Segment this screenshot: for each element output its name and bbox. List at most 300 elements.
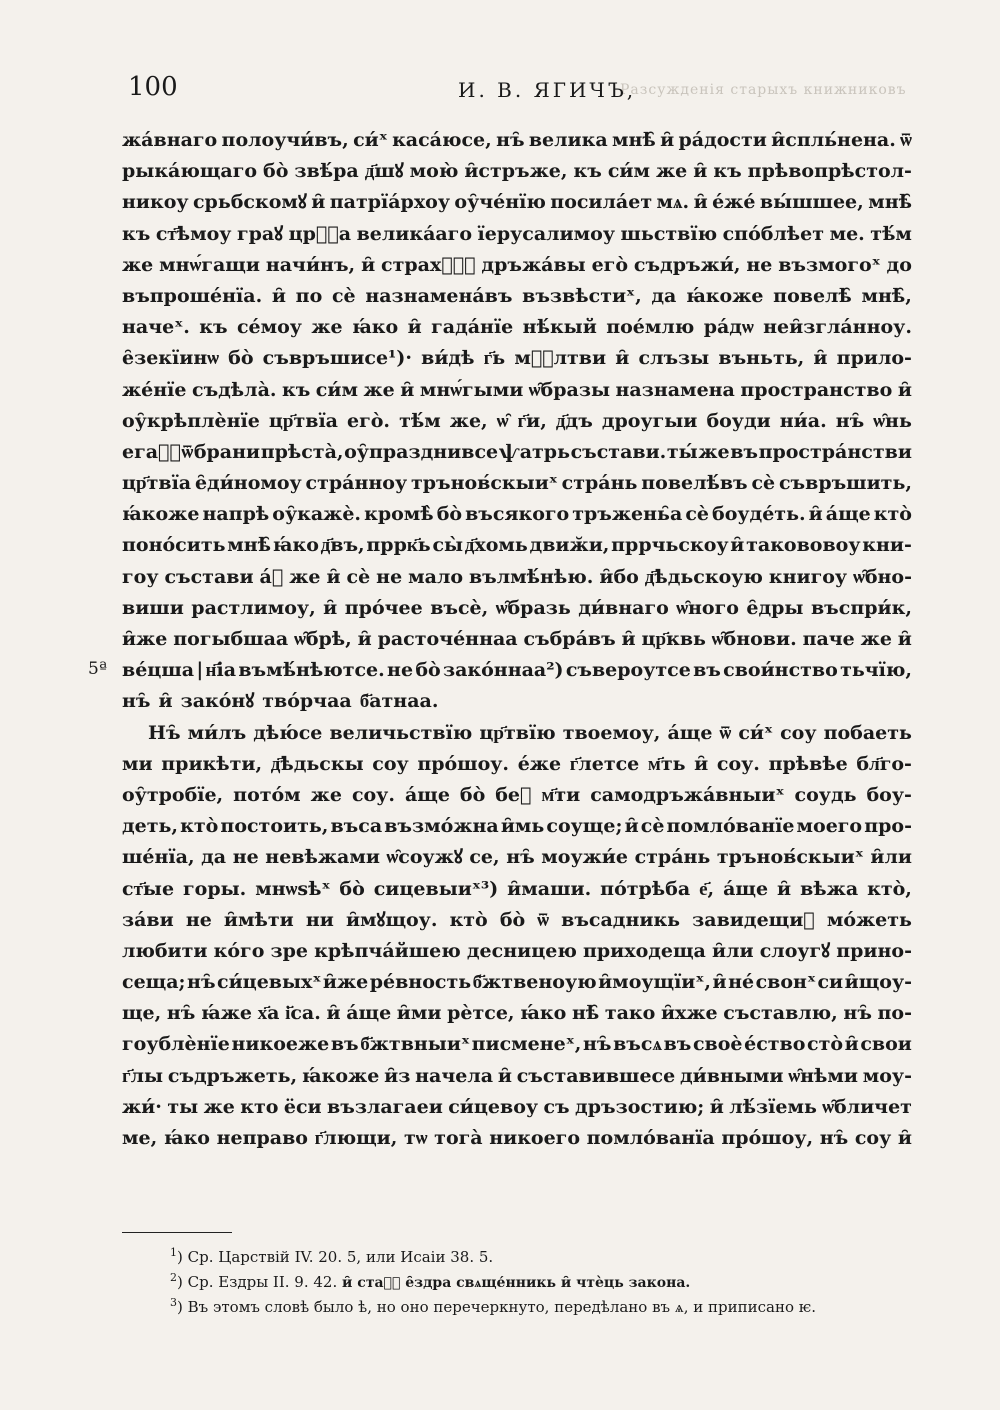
word: поно́сить [122,534,226,557]
word: и̑ [660,129,675,151]
word: г҃летсе [569,752,640,775]
word: ст҃ые [122,877,175,900]
word: ѡ̑брѣ, [294,628,352,650]
word: д҃ѣдьскоую [644,565,763,588]
word: Нъ̑ [148,721,181,744]
word: възлагаеи [327,1095,443,1118]
word: писменеˣ, [471,1033,582,1056]
word: соу. [716,752,760,775]
word: кто̀ [449,908,488,931]
word: е̑зекїинѡ [122,347,219,370]
word: и̑ [497,1064,512,1087]
word: зре [270,939,309,962]
word: къ [122,222,151,245]
word: неи̑згла́нноу. [763,316,912,339]
word: жа́внаго [122,129,218,151]
word: кто̀ [180,815,219,838]
word: за́ви [122,908,174,931]
word: нъ̑ [187,971,216,994]
word: горы. [183,877,247,900]
text-line [122,998,912,1029]
word: ми [122,752,153,775]
word: а́ще [667,721,713,744]
word: мнѡ́гащи [159,253,260,276]
word: а́ще [346,1002,392,1025]
word: въса [330,815,383,838]
text-line [122,1123,912,1154]
word: и̑ [813,347,828,370]
word: б҃жтвеноую [472,971,597,994]
word: и̑ [693,191,708,214]
word: же, [449,409,488,432]
word: тръжень̑а [572,503,683,526]
word: никоего [489,1127,581,1149]
word: съвръшисе¹)· [262,347,412,370]
word: си́м [315,378,358,401]
word: ѡ̑нь [873,409,912,432]
word: оу̑че́нїю [454,191,546,214]
word: д҃ѣдьскы [270,752,364,775]
word: ме. [829,222,865,245]
word: боуде́ть. [712,503,806,526]
word: мнѣ̑, [861,284,912,307]
word: ре́вность [369,971,472,994]
word: ꙗ́же [201,1002,253,1025]
word: же [310,783,342,806]
word: съ [543,1095,570,1118]
word: его̀. [347,409,391,432]
word: тво́рчаа [262,690,352,713]
word: въ [663,1033,692,1056]
word: и̑ [326,1002,341,1025]
word: и̑ [712,971,727,994]
word: до [886,253,912,276]
word: и̑спль́нена. [771,129,896,151]
text-line [122,499,912,530]
word: въ [330,1033,359,1056]
word: ни́а. [779,409,827,432]
text-line [122,811,912,842]
word: ꙗ́ко [272,534,319,557]
word: и̑щоу- [844,971,912,994]
word: нъ̑ [819,1127,849,1149]
word: не [376,565,403,588]
page-header [128,72,908,112]
word: же [860,628,892,650]
word: г҃лющи, [314,1127,398,1149]
text-line [122,749,912,780]
word: въспри́к, [810,596,912,619]
word: е́ство [744,1033,806,1056]
word: трънов́скыиˣ [410,472,558,495]
word: ѡ̑бразы [528,378,610,401]
word: ст҃ѣмоу [155,222,232,245]
word: тѣ́м [399,409,441,432]
word: звѣ́ра [294,160,359,183]
word: ко́го [213,939,265,962]
word: и̑ми [396,1002,442,1025]
word: въмѣ́нѣютсе. [238,659,385,682]
word: нѣ́кый [522,316,597,339]
word: ѿ [900,129,912,151]
word: сицевыиˣ³) [373,877,499,900]
word: прѣвѣе [768,752,848,775]
footnote-text: Въ этомъ словѣ было ѣ, но оно перечеркнуто, передѣлано въ ѧ, и приписано ѥ. [187,1298,817,1316]
word: вѣжа [800,877,859,900]
word: велика [528,129,608,151]
footnote-slavonic-quote: и̑ стаⷭ҇ е̑здра свѧще́нникь и̑ чтѐць закона. [342,1275,691,1291]
word: ми́лъ [187,721,247,744]
word: патрїа́рхоу [329,191,450,214]
text-line [122,375,912,406]
word: брани [193,440,261,463]
word: ꙗ́коже [686,284,764,307]
word: не [387,659,414,682]
word: се́моу [236,316,302,339]
word: съвръшить, [778,472,912,495]
word: прѣста̀, [260,440,344,463]
word: начеˣ. [122,316,190,339]
word: н҃іа [205,659,237,682]
word: егаⷭ҇ [122,440,181,463]
word: і҃са. [285,1002,321,1025]
text-line [122,562,912,593]
running-head: И. В. ЯГИЧЪ, [458,78,637,102]
word: и̑ [311,191,326,214]
word: начи́нъ, [265,253,356,276]
word: про́чее [344,596,423,619]
word: граꙋ [236,222,284,245]
word: прино- [836,939,912,962]
word: м҃ти [541,783,581,806]
word: и̑моущїиˣ, [598,971,712,994]
word: назнамена [615,378,735,401]
word: е҃, [699,877,715,900]
word: кромѣ̀ [364,503,434,526]
word: и̑ [400,378,415,401]
word: кто̀, [867,877,912,900]
word: и̑же [122,628,168,650]
word: ты [167,1095,199,1118]
word: и̑ [777,877,792,900]
word: сѐ [331,284,356,307]
word: ни [305,908,334,931]
word: лѣ́зїемь [729,1095,817,1118]
word: къ [573,160,602,183]
word: д҃хомь [464,534,528,557]
word: м҃ть [647,752,686,775]
text-line [122,437,912,468]
word: си́м [607,160,650,183]
word: неправо [216,1127,308,1149]
word: ꙗ́коже [301,1064,380,1087]
word: гоублѐнїе [122,1033,230,1056]
margin-folio-note: 5ª [88,659,107,680]
word: и̑бо [599,565,639,588]
word: и̑ [323,596,338,619]
word: кни- [862,534,912,557]
word: г҃лы [122,1064,164,1087]
word: пространство [740,378,893,401]
word: растлимоу, [191,596,316,619]
word: д҃шꙋ [364,160,404,183]
word: вълмѣ́нѣю. [468,565,594,588]
word: нъ̑ [843,1002,872,1025]
word: ѱатрь [498,440,570,463]
word: не́ [728,971,755,994]
word: а́ще [825,503,871,526]
word: и̑ [730,534,745,557]
word: крѣпча́йшею [314,939,461,962]
word: велика́аго [356,222,473,245]
word: ѡ̑ [496,409,509,432]
word: про́шоу. [417,752,510,775]
word: съвероутсе [565,659,691,682]
word: прикѣти, [161,752,263,775]
word: сѐ [640,815,665,838]
word: зако́нꙋ [180,690,255,713]
word: и̑же [322,971,369,994]
word: дроугыи [601,409,698,432]
word: стра́нь [634,846,711,869]
word: полоучи́въ, [221,129,349,151]
text-line [122,624,912,655]
word: да [201,846,227,869]
word: съставившесе [516,1064,676,1087]
word: състави [164,565,254,588]
word: простра́нстви [758,440,912,463]
word: сѐ [685,503,709,526]
word: тога̀ [434,1127,483,1149]
word: бо̀ [339,877,365,900]
word: се, [469,846,500,869]
footnote-1: $^1$) Ср. Царствій IV. 20. 5, или Исаіи 38. 5. [170,1246,494,1266]
word: съдръжеть, [167,1064,298,1087]
word: и̑ [709,1095,724,1118]
word: ви́дѣ [421,347,475,370]
text-line [122,967,912,998]
word: црⷭ҇а [288,222,352,245]
word: же́нїе [122,378,187,401]
word: помло́ванїа [586,1127,715,1149]
text-line [122,1029,912,1060]
word: такововоу [746,534,861,557]
word: и̑ [897,628,912,650]
word: ꙗ́ко [520,1002,567,1025]
word: съдръжи́, [633,253,741,276]
word: и̑ [271,284,286,307]
text-line [122,281,912,312]
word: соу [372,752,409,775]
footnote-2: $^2$) Ср. Ездры II. 9. 42. и̑ стаⷭ҇ е̑здра свѧще́нникь и̑ чтѐць закона. [170,1271,691,1291]
word: и̑ [624,815,639,838]
word: пррк҃ь [366,534,431,557]
word: ве́цша [122,659,195,682]
word: възмо́жна [384,815,499,838]
word: и̑мь [500,815,545,838]
word: їерусалимоу [477,222,615,245]
word: соуще; [546,815,623,838]
word: тако [604,1002,656,1025]
word: нѣ̑ [571,1002,600,1025]
word: събра́въ [523,628,616,650]
word: и̑хже [660,1002,718,1025]
text-line [122,187,912,218]
word: расточе́ннаа [377,628,518,650]
word: състави. [570,440,667,463]
word: си́цевыхˣ [217,971,322,994]
word: и̑ [897,1127,912,1149]
word: моу- [862,1064,912,1087]
word: да [651,284,677,307]
word: тѣ́м [870,222,912,245]
word: сеща; [122,971,186,994]
word: въсѐ, [430,596,489,619]
word: ра́дѡ [703,316,754,339]
word: а́ще [723,877,769,900]
word: оу̑тробїе, [122,783,224,806]
word: слоугꙋ [759,939,831,962]
word: самодръжа́вныиˣ [590,783,785,806]
word: къ [199,316,228,339]
word: и̑ [361,253,376,276]
word: мнѡѕѣˣ [255,877,331,900]
word: же [289,565,321,588]
word: величьствїю [329,721,473,744]
word: ра́дости [678,129,767,151]
word: ще, [122,1002,162,1025]
word: мⷭ҇лтви [514,347,607,370]
word: е́же [517,752,562,775]
text-line [122,780,912,811]
word: възвѣстиˣ, [522,284,642,307]
word: каса́юсе, [392,129,492,151]
word: си́ˣ [738,721,774,744]
word: нъ̑ [835,409,865,432]
word: невѣжами [265,846,380,869]
word: бл҃го- [856,752,912,775]
word: цр҃твїю [479,721,556,744]
word: посила́ет [550,191,653,214]
word: си [817,971,844,994]
word: же [311,316,343,339]
word: не [746,253,773,276]
word: бо̀ [459,783,486,806]
word: въсадникь [561,908,681,931]
word: рыка́ющаго [122,160,258,183]
text-line [122,312,912,343]
word: сы̀ [432,534,464,557]
word: же [363,378,395,401]
word: дръзостию; [575,1095,705,1118]
word: пое́млю [606,316,695,339]
word: моужи́е [541,846,628,869]
word: же [655,160,688,183]
text-line [122,1092,912,1123]
word: вы́шшее, [759,191,864,214]
text-line [122,874,912,905]
word: бо̀ [436,503,463,526]
word: про- [864,815,912,838]
word: погыбшаа [173,628,289,650]
word: г҃и, [517,409,547,432]
word: про́шоу, [721,1127,814,1149]
word: книгоу [768,565,848,588]
text-line [122,905,912,936]
word: мнѣ̑ [611,129,656,151]
text-line [122,718,912,749]
word: кто [240,1095,279,1118]
word: д҃въ, [320,534,365,557]
word: въсякого [465,503,570,526]
word: цр҃твїа [268,409,338,432]
word: ѡ̑нѣми [788,1064,858,1087]
word: свонˣ [755,971,816,994]
word: къ [713,160,742,183]
word: рѐтсе, [447,1002,515,1025]
word: бо̀ [415,659,441,682]
word: мнѣ̑ [868,191,912,214]
word: пррчьскоу [611,534,729,557]
word: прило- [836,347,912,370]
word: тѡ [404,1127,428,1149]
word: назнамена́въ [365,284,513,307]
word: деть, [122,815,179,838]
footnote-3: $^3$) Въ этомъ словѣ было ѣ, но оно перечеркнуто, передѣлано въ ѧ, и приписано ѥ. [170,1296,817,1316]
footnote-text: Ср. Ездры II. 9. 42. [187,1273,338,1291]
word: не [185,908,212,931]
text-line [122,156,912,187]
word: ѿ [719,721,732,744]
word: побаеть [823,721,912,744]
word: тьчїю, [840,659,912,682]
word: нъ̑ [166,1002,196,1025]
word: и̑ [693,160,708,183]
word: боуди [706,409,771,432]
word: ѡ̑бно- [853,565,912,588]
word: | [196,659,204,682]
word: ѡ̑соужꙋ [386,846,463,869]
word: ѡ̑бразь [495,596,571,619]
word: никоу [122,191,189,214]
word: любити [122,939,208,962]
word: начела [415,1064,494,1087]
word: напрѣ [202,503,270,526]
text-line [122,219,912,250]
word: и̑стръже, [464,160,568,183]
word: ꙗ́ко [163,1127,210,1149]
word: по [295,284,323,307]
word: виши [122,596,184,619]
word: оу̑празднивсе [344,440,499,463]
word: пото́м [233,783,301,806]
page-number: 100 [128,72,178,102]
word: въньть, [718,347,805,370]
word: въ [730,440,758,463]
word: ёси [283,1095,322,1118]
word: двиӂи, [529,534,610,557]
text-line [122,1061,912,1092]
word: срьбскомꙋ [192,191,307,214]
word: и̑ [844,1033,859,1056]
word: десницею [466,939,577,962]
word: зако́ннаа²) [442,659,564,682]
word: и̑маши. [507,877,592,900]
word: трънов́скыиˣ [716,846,864,869]
word: не [232,846,259,869]
word: х҃а [257,1002,280,1025]
word: цр҃твїа [122,472,192,495]
